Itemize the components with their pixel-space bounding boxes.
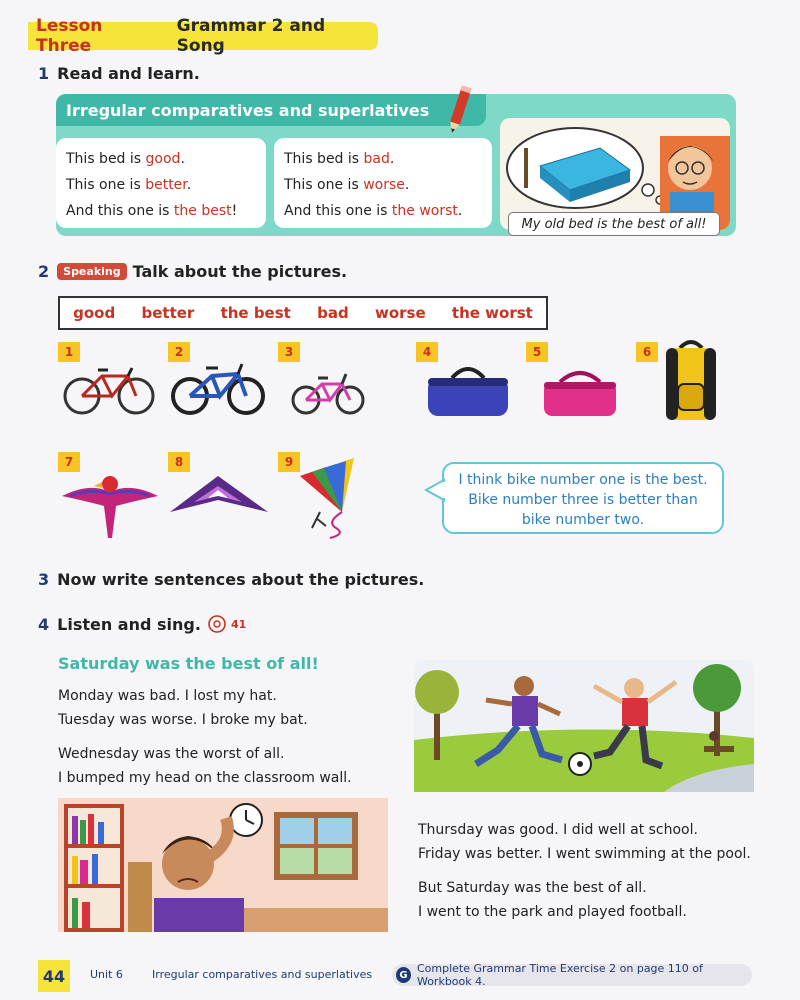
bike-1-image bbox=[62, 362, 156, 418]
section-3-title bbox=[38, 570, 424, 589]
backpack-6-image bbox=[660, 338, 722, 422]
picture-number: 2 bbox=[168, 342, 190, 362]
page-number: 44 bbox=[38, 960, 70, 992]
verse-3 bbox=[418, 818, 751, 866]
picture-number: 3 bbox=[278, 342, 300, 362]
kite-7-image bbox=[60, 462, 160, 542]
word-worse: worse bbox=[374, 304, 426, 322]
grammar-line: This one is better. bbox=[66, 177, 192, 193]
speech-bubble bbox=[442, 462, 724, 534]
word-good: good bbox=[73, 304, 116, 322]
speech-line: Bike number three is better than bbox=[468, 492, 698, 508]
grammar-time-icon: G bbox=[396, 967, 411, 983]
section-2-number: 2 bbox=[38, 262, 50, 281]
lyric-line: Monday was bad. I lost my hat. bbox=[58, 688, 277, 704]
footer-topic: Irregular comparatives and superlatives bbox=[152, 968, 373, 981]
lesson-label: Lesson Three bbox=[36, 16, 103, 56]
cd-audio-icon[interactable] bbox=[207, 614, 227, 634]
illustration-caption: My old bed is the best of all! bbox=[508, 212, 720, 236]
section-3-text: Now write sentences about the pictures. bbox=[57, 570, 425, 589]
section-4-title bbox=[38, 614, 246, 634]
bag-5-image bbox=[540, 362, 620, 418]
section-2-title bbox=[38, 262, 347, 281]
section-4-text: Listen and sing. bbox=[57, 614, 201, 634]
lyric-line: I went to the park and played football. bbox=[418, 904, 687, 920]
lyric-line: Thursday was good. I did well at school. bbox=[418, 822, 698, 838]
verse-4 bbox=[418, 876, 687, 924]
section-3-number: 3 bbox=[38, 570, 50, 589]
kite-8-image bbox=[168, 472, 270, 518]
lyric-line: Tuesday was worse. I broke my bat. bbox=[58, 712, 308, 728]
park-football-illustration bbox=[414, 660, 754, 792]
speaking-badge: Speaking bbox=[57, 263, 126, 280]
lyric-line: I bumped my head on the classroom wall. bbox=[58, 770, 352, 786]
grammar-line: And this one is the best! bbox=[66, 203, 238, 219]
grammar-box-good bbox=[56, 138, 266, 228]
picture-number: 7 bbox=[58, 452, 80, 472]
pencil-icon bbox=[446, 80, 474, 136]
picture-number: 1 bbox=[58, 342, 80, 362]
boy-bumped-head-illustration bbox=[58, 798, 388, 932]
grammar-title: Irregular comparatives and superlatives bbox=[56, 94, 486, 126]
picture-number: 4 bbox=[416, 342, 438, 362]
grammar-line: And this one is the worst. bbox=[284, 203, 463, 219]
track-number: 41 bbox=[230, 617, 247, 631]
section-1-title bbox=[38, 64, 200, 83]
section-2-text: Talk about the pictures. bbox=[132, 262, 348, 281]
picture-number: 9 bbox=[278, 452, 300, 472]
speech-line: I think bike number one is the best. bbox=[458, 472, 708, 488]
lyric-line: Friday was better. I went swimming at the pool. bbox=[418, 846, 751, 862]
word-bad: bad bbox=[317, 304, 349, 322]
word-the-best: the best bbox=[220, 304, 291, 322]
grammar-line: This bed is good. bbox=[66, 151, 185, 167]
speech-bubble-tail bbox=[424, 478, 446, 502]
section-1-number: 1 bbox=[38, 64, 50, 83]
word-bank bbox=[58, 296, 548, 330]
footer-unit: Unit 6 bbox=[90, 968, 123, 981]
lyric-line: Wednesday was the worst of all. bbox=[58, 746, 285, 762]
verse-2 bbox=[58, 742, 352, 790]
picture-number: 5 bbox=[526, 342, 548, 362]
word-better: better bbox=[141, 304, 195, 322]
bike-3-image bbox=[290, 366, 366, 418]
section-1-text: Read and learn. bbox=[57, 64, 200, 83]
speech-line: bike number two. bbox=[521, 512, 645, 528]
workbook-note bbox=[392, 964, 752, 986]
song-title: Saturday was the best of all! bbox=[58, 654, 319, 673]
picture-number: 6 bbox=[636, 342, 658, 362]
grammar-box-bad bbox=[274, 138, 492, 228]
verse-1 bbox=[58, 684, 308, 732]
kite-9-image bbox=[296, 456, 360, 540]
grammar-line: This bed is bad. bbox=[284, 151, 395, 167]
lyric-line: But Saturday was the best of all. bbox=[418, 880, 647, 896]
word-the-worst: the worst bbox=[451, 304, 533, 322]
workbook-note-text: Complete Grammar Time Exercise 2 on page 110 of Workbook 4. bbox=[416, 962, 703, 988]
bike-2-image bbox=[170, 358, 266, 418]
grammar-line: This one is worse. bbox=[284, 177, 410, 193]
bag-4-image bbox=[422, 360, 514, 418]
picture-number: 8 bbox=[168, 452, 190, 472]
section-4-number: 4 bbox=[38, 614, 50, 634]
lesson-header bbox=[28, 16, 378, 56]
lesson-title: Grammar 2 and Song bbox=[176, 16, 326, 56]
